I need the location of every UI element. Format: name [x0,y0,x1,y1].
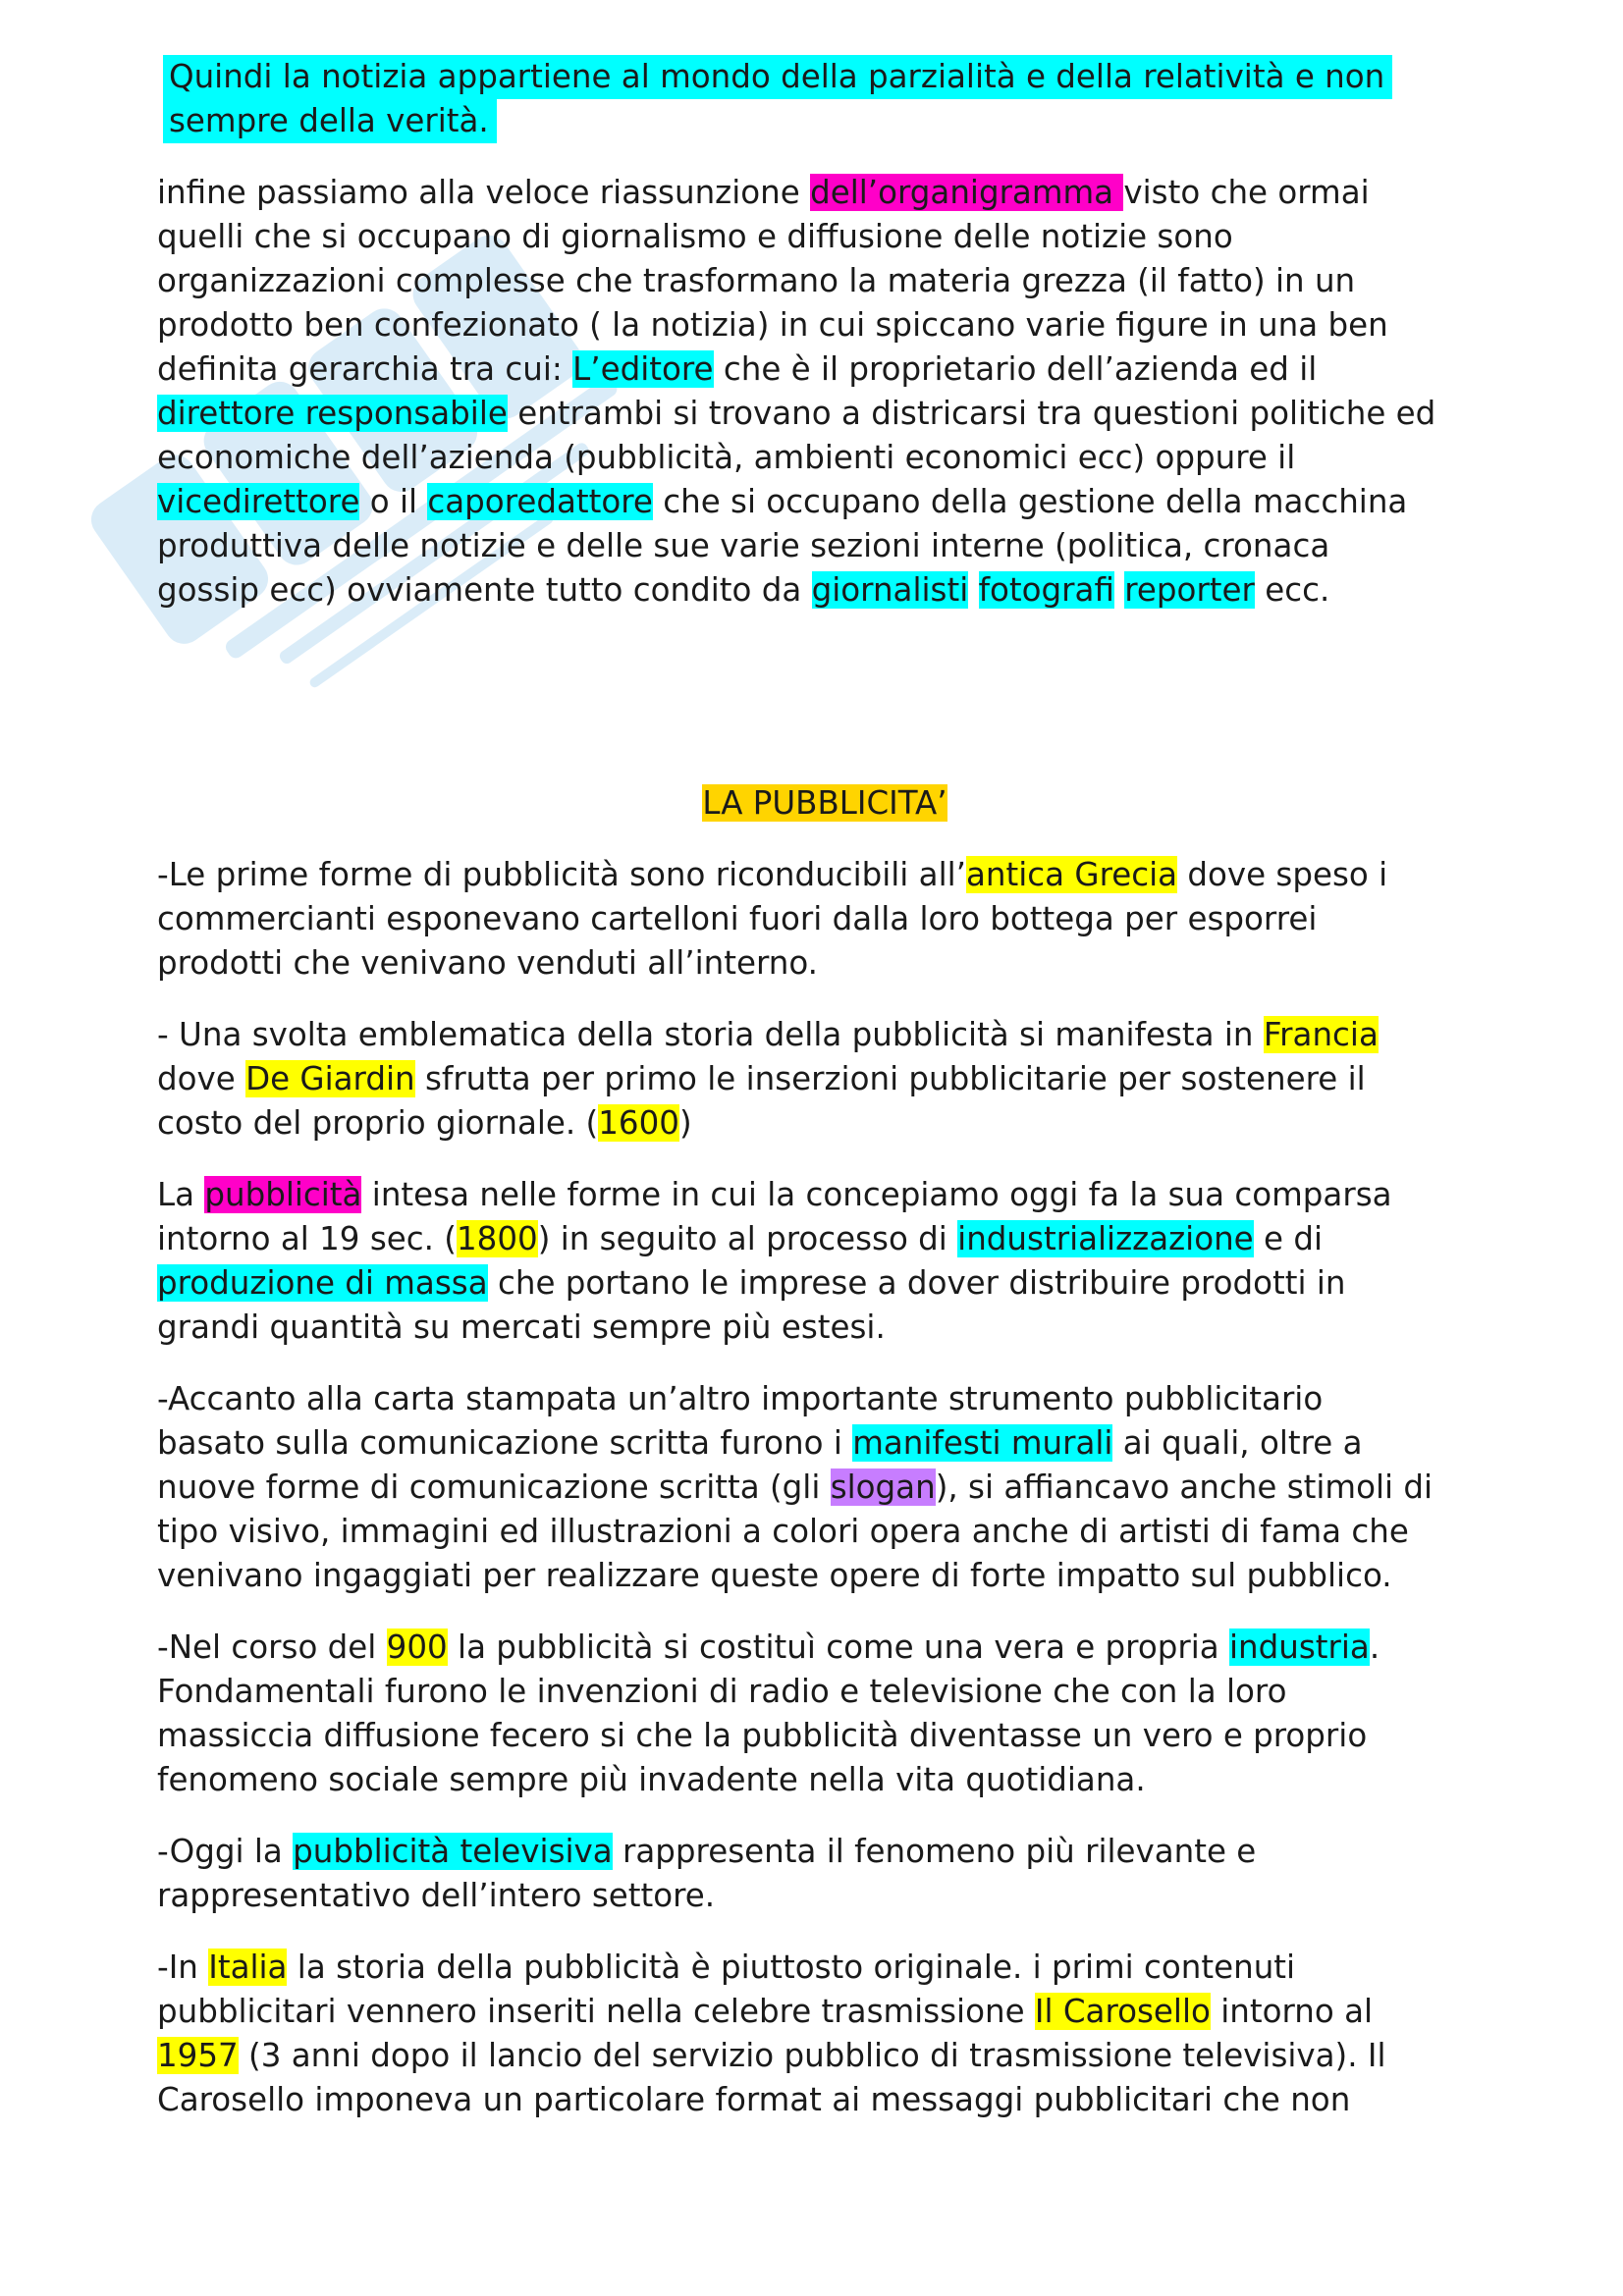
text-line: organizzazioni complesse che trasformano la materia grezza (il fatto) in un [157,262,1356,299]
text-span: la storia della pubblicità è piuttosto originale. i primi contenuti [287,1949,1296,1986]
text-span: -Le prime forme di pubblicità sono riconducibili all’ [157,856,966,893]
highlight-1600: 1600 [598,1104,679,1142]
highlight-vicedirettore: vicedirettore [157,483,360,520]
highlight-slogan: slogan [830,1468,936,1506]
text-line: venivano ingaggiati per realizzare queste opere di forte impatto sul pubblico. [157,1557,1392,1594]
text-span: ecc. [1254,571,1330,609]
highlight-1957: 1957 [157,2037,239,2074]
text-span: ), si affiancavo anche stimoli di [935,1468,1434,1506]
text-span: o il [359,483,428,520]
text-span: -Nel corso del [157,1629,387,1666]
text-line: fenomeno sociale sempre più invadente nella vita quotidiana. [157,1761,1146,1798]
heading-pubblicita: LA PUBBLICITA’ [702,784,947,822]
text-span: ) in seguito al processo di [537,1220,958,1257]
highlight-industrializzazione: industrializzazione [957,1220,1254,1257]
text-span: gossip ecc) ovviamente tutto condito da [157,571,812,609]
posters-paragraph [157,1377,1492,1598]
text-span: ai quali, oltre a [1112,1424,1363,1462]
highlight-1800: 1800 [456,1220,538,1257]
text-span: sfrutta per primo le inserzioni pubblicitarie per sostenere il [414,1060,1366,1097]
text-line: economiche dell’azienda (pubblicità, ambienti economici ecc) oppure il [157,439,1296,476]
highlight-antica-grecia: antica Grecia [965,856,1178,893]
text-line: produttiva delle notizie e delle sue varie sezioni interne (politica, cronaca [157,527,1330,564]
highlight-italia: Italia [208,1949,288,1986]
highlight-de-giardin: De Giardin [245,1060,415,1097]
text-line: prodotto ben confezionato ( la notizia) in cui spiccano varie figure in una ben [157,306,1388,344]
highlight-direttore: direttore responsabile [157,395,508,432]
tv-paragraph [157,1830,1492,1918]
highlight-giornalisti: giornalisti [811,571,969,609]
highlight-organigramma: dell’organigramma [810,174,1124,211]
modern-paragraph [157,1173,1492,1350]
text-span: visto che ormai [1123,174,1370,211]
text-line: commercianti esponevano cartelloni fuori dalla loro bottega per esporrei [157,900,1318,937]
france-paragraph [157,1013,1492,1146]
intro-line-1: Quindi la notizia appartiene al mondo della parzialità e della relatività e non [163,55,1392,99]
text-span: nuove forme di comunicazione scritta (gli [157,1468,831,1506]
highlight-il-carosello: Il Carosello [1034,1993,1211,2030]
text-line: quelli che si occupano di giornalismo e diffusione delle notizie sono [157,218,1233,255]
highlight-francia: Francia [1263,1016,1379,1053]
highlight-pubblicita: pubblicità [204,1176,362,1213]
text-span: rappresenta il fenomeno più rilevante e [612,1833,1257,1870]
text-span: -Oggi la [157,1833,294,1870]
text-span: basato sulla comunicazione scritta furono i [157,1424,853,1462]
text-span: -In [157,1949,209,1986]
text-span: intorno al 19 sec. ( [157,1220,457,1257]
intro-paragraph [163,55,1492,143]
text-span: definita gerarchia tra cui: [157,350,573,388]
text-line: tipo visivo, immagini ed illustrazioni a colori opera anche di artisti di fama che [157,1513,1409,1550]
highlight-pubblicita-televisiva: pubblicità televisiva [293,1833,613,1870]
text-span: la pubblicità si costituì come una vera e propria [447,1629,1229,1666]
text-line: prodotti che venivano venduti all’interno. [157,944,818,982]
text-line: -Accanto alla carta stampata un’altro importante strumento pubblicitario [157,1380,1324,1417]
highlight-manifesti-murali: manifesti murali [852,1424,1113,1462]
document-body [157,55,1492,2122]
highlight-editore: L’editore [572,350,714,388]
text-span: infine passiamo alla veloce riassunzione [157,174,811,211]
highlight-produzione-di-massa: produzione di massa [157,1264,488,1302]
highlight-caporedattore: caporedattore [427,483,653,520]
text-span: intorno al [1210,1993,1374,2030]
text-span: e di [1253,1220,1323,1257]
text-span: ) [678,1104,692,1142]
highlight-fotografi: fotografi [978,571,1114,609]
highlight-900: 900 [386,1629,448,1666]
century-paragraph [157,1626,1492,1802]
text-line: massiccia diffusione fecero si che la pubblicità diventasse un vero e proprio [157,1717,1368,1754]
text-span: La [157,1176,205,1213]
greece-paragraph [157,853,1492,986]
text-line: Carosello imponeva un particolare format ai messaggi pubblicitari che non [157,2081,1351,2118]
highlight-reporter: reporter [1124,571,1255,609]
text-span: . [1369,1629,1380,1666]
text-span: entrambi si trovano a districarsi tra questioni politiche ed [507,395,1436,432]
text-span: (3 anni dopo il lancio del servizio pubblico di trasmissione televisiva). Il [238,2037,1386,2074]
text-span: pubblicitari vennero inseriti nella celebre trasmissione [157,1993,1035,2030]
text-line: rappresentativo dell’intero settore. [157,1877,716,1914]
intro-line-2: sempre della verità. [163,99,497,143]
text-line: Fondamentali furono le invenzioni di radio e televisione che con la loro [157,1673,1287,1710]
text-line: grandi quantità su mercati sempre più estesi. [157,1308,886,1346]
highlight-industria: industria [1228,1629,1370,1666]
organigram-paragraph [157,171,1492,613]
text-span: che portano le imprese a dover distribuire prodotti in [487,1264,1346,1302]
text-span: che si occupano della gestione della macchina [652,483,1408,520]
italy-paragraph [157,1946,1492,2122]
section-heading [157,781,1492,826]
text-span: dove [157,1060,246,1097]
text-span: intesa nelle forme in cui la concepiamo oggi fa la sua comparsa [361,1176,1392,1213]
text-span: - Una svolta emblematica della storia della pubblicità si manifesta in [157,1016,1264,1053]
text-span: che è il proprietario dell’azienda ed il [713,350,1318,388]
text-span: dove speso i [1177,856,1388,893]
text-span: costo del proprio giornale. ( [157,1104,599,1142]
